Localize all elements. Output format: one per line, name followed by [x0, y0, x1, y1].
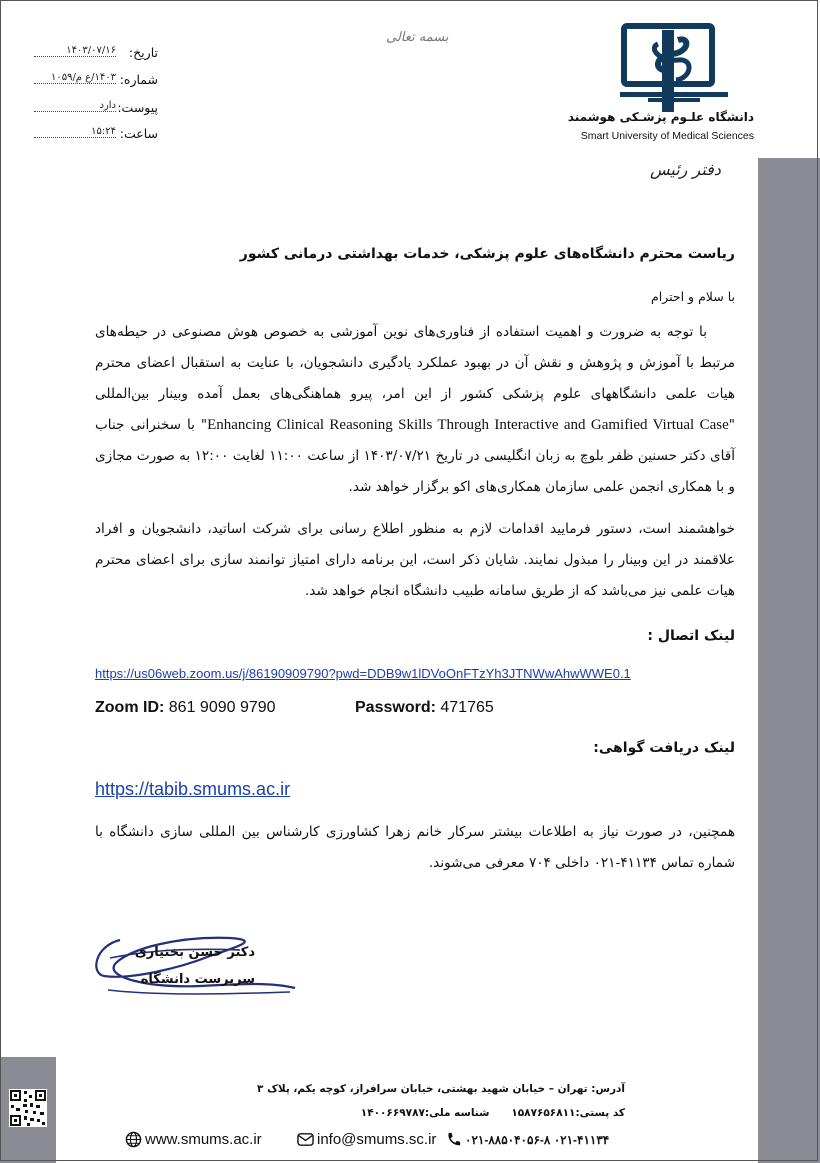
email-icon — [297, 1131, 314, 1148]
paragraph-contact: همچنین، در صورت نیاز به اطلاعات بیشتر سرکار خانم زهرا کشاورزی کارشناس بین المللی سازی دانشگاه با شماره تماس ۴۱۱۳۴-۰۲۱ داخلی ۷۰۴ معرفی می‌شوند. — [95, 824, 735, 871]
signatory-name: دکتر حسن بختیاری — [134, 945, 255, 960]
footer-address: آدرس: تهران – خیابان شهید بهشتی، خیابان سرافراز، کوچه یکم، پلاک ۳ — [257, 1083, 625, 1095]
zoom-link[interactable]: https://us06web.zoom.us/j/86190909790?pwd=DDB9w1lDVoOnFTzYh3JTNWwAhwWWE0.1 — [95, 666, 631, 681]
phone-icon — [445, 1131, 462, 1148]
date-value: ۱۴۰۳/۰۷/۱۶ — [34, 45, 116, 57]
date-field — [34, 45, 158, 63]
footer-codes — [361, 1107, 625, 1119]
number-field — [34, 72, 158, 90]
zoom-id-label: Zoom ID: — [95, 699, 165, 716]
national-id: شناسه ملی:۱۴۰۰۶۶۹۷۸۷ — [360, 1107, 490, 1119]
attachment-label: پیوست: — [117, 100, 158, 115]
paragraph-intro-part1: با توجه به ضرورت و اهمیت استفاده از فناوری‌های نوین آموزشی به خصوص هوش مصنوعی در حیطه‌های مرتبط با آموزش و پژوهش و نقش آن در بهبود عملکرد یادگیری دانشجویان، با عنایت به استقبال اعضای محترم هیات علمی دانشگاههای علوم پزشکی کشور از این امر، پیرو هماهنگی‌های بعمل آمده وبینار بین‌المللی " — [95, 324, 735, 433]
footer-contact-row — [125, 1128, 645, 1154]
paragraph-intro — [95, 317, 735, 503]
university-name-fa: دانشگاه علـوم پزشـکی هوشمند — [567, 110, 754, 124]
globe-icon — [125, 1131, 142, 1148]
office-title: دفتر رئیس — [650, 160, 721, 179]
university-name-en: Smart University of Medical Sciences — [580, 130, 754, 142]
website-link[interactable]: www.smums.ac.ir — [145, 1131, 262, 1148]
website-item[interactable] — [125, 1131, 262, 1148]
number-value: ۱۴۰۳/ع م/۱۰۵۹ — [34, 72, 116, 84]
paragraph-intro-part2: " با سخنرانی جناب آقای دکتر حسنین ظفر بلوچ به زبان انگلیسی در تاریخ ۱۴۰۳/۰۷/۲۱ از ساعت ۱۱:۰۰ لغایت ۱۲:۰۰ به صورت مجازی و با همکاری انجمن علمی سازمان همکاری‌های اکو برگزار خواهد شد. — [95, 417, 735, 495]
password-label: Password: — [355, 699, 436, 716]
recipient-heading: ریاست محترم دانشگاه‌های علوم پزشکی، خدمات بهداشتی درمانی کشور — [239, 246, 735, 262]
phone-item — [445, 1131, 609, 1148]
attachment-value: دارد — [34, 100, 116, 112]
zoom-password — [355, 699, 494, 717]
right-margin-band — [758, 158, 820, 1163]
certificate-link-heading: لینک دریافت گواهی: — [593, 740, 735, 756]
postal-code: کد پستی:۱۵۸۷۶۵۶۸۱۱ — [511, 1107, 625, 1119]
basmala: بسمه تعالی — [386, 30, 449, 45]
phone-numbers: ۰۲۱-۴۱۱۳۴ ۰۲۱-۸۸۵۰۴۰۵۶-۸ — [465, 1132, 610, 1147]
signature-scribble — [90, 928, 300, 1000]
date-label: تاریخ: — [128, 45, 158, 60]
time-field — [34, 126, 158, 144]
attachment-field — [34, 100, 158, 118]
qr-code-icon — [9, 1089, 47, 1127]
certificate-link[interactable]: https://tabib.smums.ac.ir — [95, 779, 291, 799]
email-item[interactable] — [297, 1131, 436, 1148]
time-value: ۱۵:۲۴ — [34, 126, 116, 138]
webinar-title: Enhancing Clinical Reasoning Skills Through Interactive and Gamified Virtual Case — [207, 417, 729, 433]
zoom-id — [95, 699, 276, 717]
connection-link-heading: لینک اتصال : — [647, 628, 735, 644]
email-link[interactable]: info@smums.sc.ir — [317, 1131, 437, 1148]
time-label: ساعت: — [119, 126, 158, 141]
zoom-id-value: 861 9090 9790 — [168, 699, 276, 716]
number-label: شماره: — [119, 72, 158, 87]
paragraph-request: خواهشمند است، دستور فرمایید اقدامات لازم به منظور اطلاع رسانی برای شرکت اساتید، دانشجویان و افراد علاقمند در این وبینار را مبذول نمایند. شایان ذکر است، این برنامه دارای امتیاز توانمند سازی برای اعضای محترم هیات علمی نیز می‌باشد که از طریق سامانه طبیب دانشگاه انجام خواهد شد. — [95, 521, 735, 599]
password-value: 471765 — [440, 699, 494, 716]
university-logo-icon — [620, 22, 728, 114]
greeting: با سلام و احترام — [651, 289, 735, 304]
signatory-title: سرپرست دانشگاه — [140, 972, 255, 987]
